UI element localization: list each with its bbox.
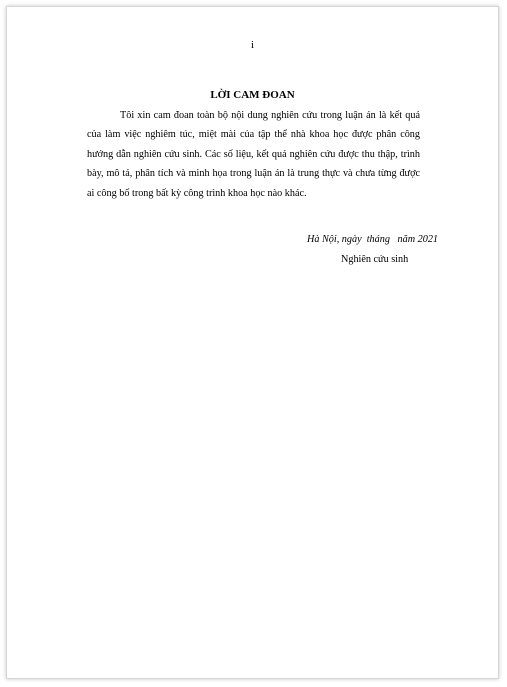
page-number: i <box>250 39 255 51</box>
place-date-line: Hà Nội, ngày tháng năm 2021 <box>307 234 439 245</box>
document-page <box>6 6 499 679</box>
signer-label: Nghiên cứu sinh <box>341 254 409 265</box>
page-title: LỜI CAM ĐOAN <box>210 89 295 101</box>
declaration-paragraph: Tôi xin cam đoan toàn bộ nội dung nghiên cứu trong luận án là kết quả của làm việc nghiêm túc, miệt mài của tập thể nhà khoa học được phân công hướng dẫn nghiên cứu sinh. Các số liệu, kết quả nghiên cứu được thu thập, trình bày, mô tả, phân tích và minh họa trong luận án là trung thực và chưa từng được ai công bố trong bất kỳ công trình khoa học nào khác. <box>87 110 420 199</box>
